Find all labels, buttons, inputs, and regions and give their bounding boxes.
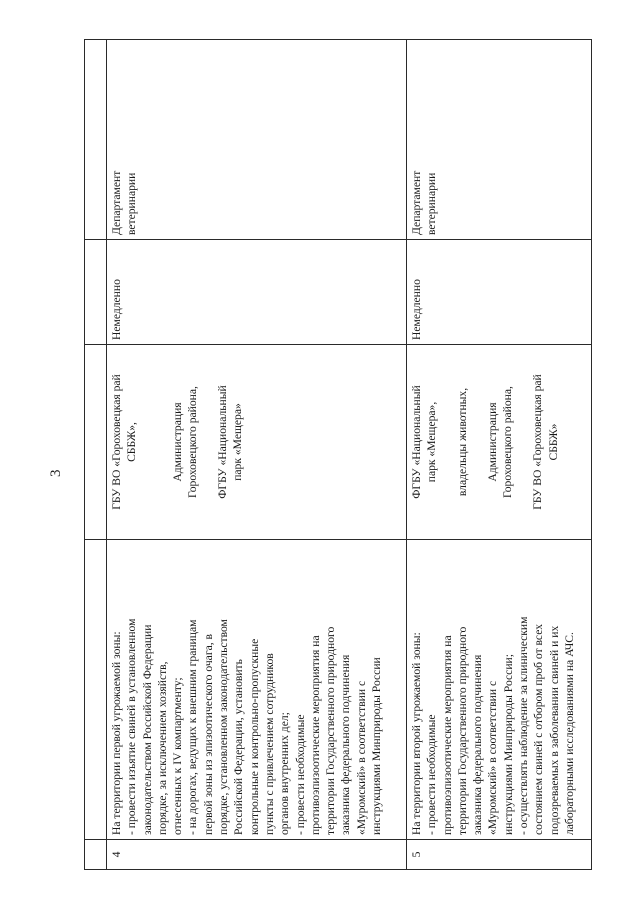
page-number: 3 bbox=[48, 469, 64, 477]
executor-line: ФГБУ «Национальный bbox=[216, 385, 230, 499]
responsible-line: Департамент ветеринарии bbox=[110, 170, 139, 235]
measure-line: - провести изъятие свиней в установленном bbox=[125, 618, 139, 835]
row-number: 5 bbox=[407, 840, 592, 870]
measure-line: отнесенных к IV компартменту; bbox=[171, 677, 185, 835]
executor-line: Гороховецкого района, bbox=[185, 386, 199, 498]
spacer bbox=[470, 349, 485, 535]
executor-line: владельцы животных, bbox=[455, 387, 469, 497]
spacer bbox=[155, 349, 170, 535]
rotated-page bbox=[40, 40, 600, 870]
measure-line: пункты с привлечением сотрудников bbox=[262, 653, 276, 835]
executor-line: Гороховецкого района, bbox=[501, 386, 515, 498]
executor-line: Администрация bbox=[485, 402, 499, 482]
measure-line: законодательством Российской Федерации bbox=[140, 624, 154, 835]
measure-line: - провести необходимые bbox=[293, 714, 307, 835]
measure-line: - на дорогах, ведущих к внешним границам bbox=[186, 619, 200, 835]
spacer bbox=[200, 349, 215, 535]
spacer bbox=[440, 349, 455, 535]
measures-cell bbox=[107, 540, 407, 840]
measure-line: лабораторными исследованиями на АЧС. bbox=[562, 632, 576, 835]
measure-line: На территории второй угрожаемой зоны: bbox=[410, 632, 423, 835]
table-row bbox=[107, 40, 407, 870]
measure-line: Российской Федерации, установить bbox=[232, 659, 246, 835]
table-top-row bbox=[85, 40, 107, 870]
measure-line: заказника федерального подчинения bbox=[471, 654, 485, 835]
responsible-cell bbox=[107, 40, 407, 240]
measures-table bbox=[84, 39, 592, 870]
executors-cell bbox=[407, 345, 592, 540]
spacer bbox=[515, 349, 530, 535]
measure-line: органов внутренних дел; bbox=[278, 712, 292, 835]
measure-line: заказника федерального подчинения bbox=[339, 654, 353, 835]
executor-line: СББЖ» bbox=[546, 423, 560, 461]
measure-line: инструкциями Минприроды России; bbox=[501, 654, 515, 835]
measures-cell bbox=[407, 540, 592, 840]
measure-line: - провести необходимые bbox=[425, 714, 439, 835]
row-number: 4 bbox=[107, 840, 407, 870]
deadline-cell: Немедленно bbox=[407, 240, 592, 345]
executor-line: ГБУ ВО «Гороховецкая рай bbox=[531, 374, 545, 510]
measure-line: «Муромский» в соответствии с bbox=[354, 680, 368, 835]
measure-line: На территории первой угрожаемой зоны: bbox=[110, 631, 123, 835]
measure-line: порядке, за исключением хозяйств, bbox=[155, 661, 169, 835]
measure-line: - осуществлять наблюдение за клиническим bbox=[517, 616, 531, 835]
deadline-cell: Немедленно bbox=[107, 240, 407, 345]
executor-line: СББЖ», bbox=[125, 422, 139, 462]
executors-cell bbox=[107, 345, 407, 540]
measure-line: территории Государственного природного bbox=[324, 626, 338, 835]
measure-line: первой зоны из эпизоотического очага, в bbox=[201, 634, 215, 835]
executor-line: ГБУ ВО «Гороховецкая рай bbox=[110, 374, 123, 510]
measure-line: территории Государственного природного bbox=[455, 626, 469, 835]
measure-line: состоянием свиней с отбором проб от всех bbox=[532, 623, 546, 835]
measure-line: противоэпизоотические мероприятия на bbox=[308, 635, 322, 835]
measure-line: подозреваемых в заболевании свиней и их bbox=[547, 625, 561, 835]
responsible-line: Департамент ветеринарии bbox=[410, 170, 439, 235]
executor-line: парк «Мещера» bbox=[231, 403, 245, 481]
measure-line: «Муромский» в соответствии с bbox=[486, 680, 500, 835]
measure-line: противоэпизоотические мероприятия на bbox=[440, 635, 454, 835]
executor-line: Администрация bbox=[170, 402, 184, 482]
table-row bbox=[407, 40, 592, 870]
measure-line: порядке, установленном законодательством bbox=[217, 619, 231, 835]
measure-line: инструкциями Минприроды России bbox=[370, 657, 384, 835]
executor-line: ФГБУ «Национальный bbox=[410, 385, 423, 499]
spacer bbox=[140, 349, 155, 535]
measure-line: контрольные и контрольно-пропускные bbox=[247, 638, 261, 835]
responsible-cell bbox=[407, 40, 592, 240]
executor-line: парк «Мещера», bbox=[425, 401, 439, 483]
